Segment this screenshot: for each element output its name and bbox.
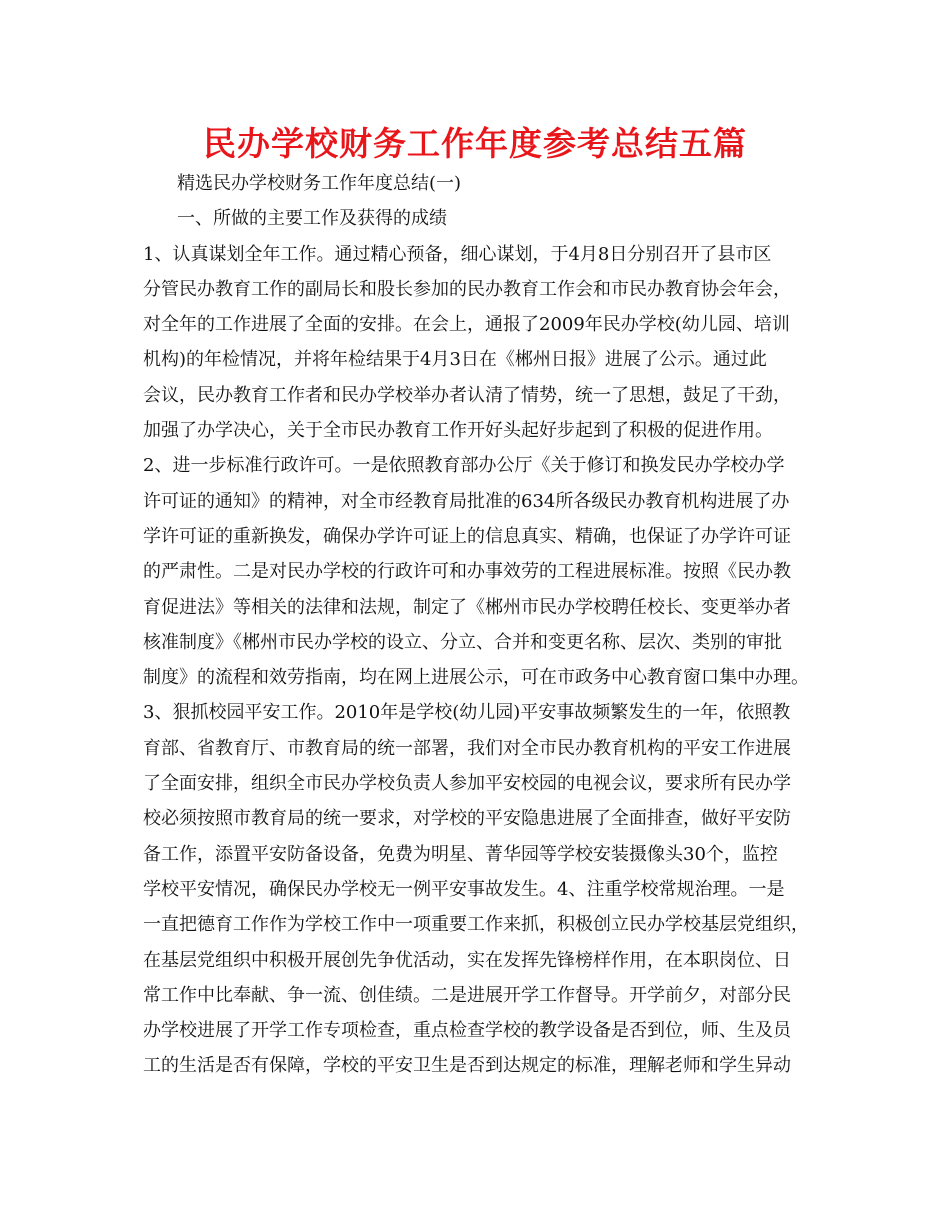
paragraph-line: 3、狠抓校园平安工作。2010年是学校(幼儿园)平安事故频繁发生的一年，依照教 bbox=[143, 702, 791, 724]
document-body bbox=[143, 166, 823, 1084]
paragraph-line: 育部、省教育厅、市教育局的统一部署，我们对全市民办教育机构的平安工作进展 bbox=[143, 737, 791, 759]
paragraph-line: 常工作中比奉献、争一流、创佳绩。二是进展开学工作督导。开学前夕，对部分民 bbox=[143, 984, 791, 1006]
paragraph-line: 许可证的通知》的精神，对全市经教育局批准的634所各级民办教育机构进展了办 bbox=[143, 490, 790, 512]
paragraph-line: 2、进一步标准行政许可。一是依照教育部办公厅《关于修订和换发民办学校办学 bbox=[143, 455, 785, 477]
document-subtitle: 精选民办学校财务工作年度总结(一) bbox=[177, 173, 462, 194]
paragraph-line: 对全年的工作进展了全面的安排。在会上，通报了2009年民办学校(幼儿园、培训 bbox=[143, 314, 790, 336]
paragraph-line: 1、认真谋划全年工作。通过精心预备，细心谋划，于4月8日分别召开了县市区 bbox=[143, 243, 772, 265]
paragraph-line: 工的生活是否有保障，学校的平安卫生是否到达规定的标准，理解老师和学生异动 bbox=[143, 1055, 791, 1077]
paragraph-line: 办学校进展了开学工作专项检查，重点检查学校的教学设备是否到位，师、生及员 bbox=[143, 1020, 791, 1042]
paragraph-line: 机构)的年检情况，并将年检结果于4月3日在《郴州日报》进展了公示。通过此 bbox=[143, 349, 767, 371]
paragraph-line: 加强了办学决心，关于全市民办教育工作开好头起好步起到了积极的促进作用。 bbox=[143, 420, 773, 442]
paragraph-line: 校必须按照市教育局的统一要求，对学校的平安隐患进展了全面排查，做好平安防 bbox=[143, 808, 791, 830]
paragraph-line: 在基层党组织中积极开展创先争优活动，实在发挥先锋榜样作用，在本职岗位、日 bbox=[143, 949, 791, 971]
paragraph-line: 制度》的流程和效劳指南，均在网上进展公示，可在市政务中心教育窗口集中办理。 bbox=[143, 667, 809, 689]
paragraph-line: 会议，民办教育工作者和民办学校举办者认清了情势，统一了思想，鼓足了干劲， bbox=[143, 384, 791, 406]
paragraph-line: 分管民办教育工作的副局长和股长参加的民办教育工作会和市民办教育协会年会， bbox=[143, 278, 791, 300]
document-title: 民办学校财务工作年度参考总结五篇 bbox=[203, 124, 747, 163]
paragraph-line: 备工作，添置平安防备设备，免费为明星、菁华园等学校安装摄像头30个，监控 bbox=[143, 843, 778, 865]
paragraph-line: 的严肃性。二是对民办学校的行政许可和办事效劳的工程进展标准。按照《民办教 bbox=[143, 561, 791, 583]
paragraph-line: 一直把德育工作作为学校工作中一项重要工作来抓，积极创立民办学校基层党组织， bbox=[143, 914, 809, 936]
paragraph-line: 了全面安排，组织全市民办学校负责人参加平安校园的电视会议，要求所有民办学 bbox=[143, 773, 791, 795]
paragraph-line: 学许可证的重新换发，确保办学许可证上的信息真实、精确，也保证了办学许可证 bbox=[143, 525, 791, 547]
paragraph-line: 核准制度》《郴州市民办学校的设立、分立、合并和变更名称、层次、类别的审批 bbox=[143, 631, 782, 653]
paragraph-line: 学校平安情况，确保民办学校无一例平安事故发生。4、注重学校常规治理。一是 bbox=[143, 878, 785, 900]
section-heading: 一、所做的主要工作及获得的成绩 bbox=[177, 208, 447, 230]
paragraph-line: 育促进法》等相关的法律和法规，制定了《郴州市民办学校聘任校长、变更举办者 bbox=[143, 596, 791, 618]
